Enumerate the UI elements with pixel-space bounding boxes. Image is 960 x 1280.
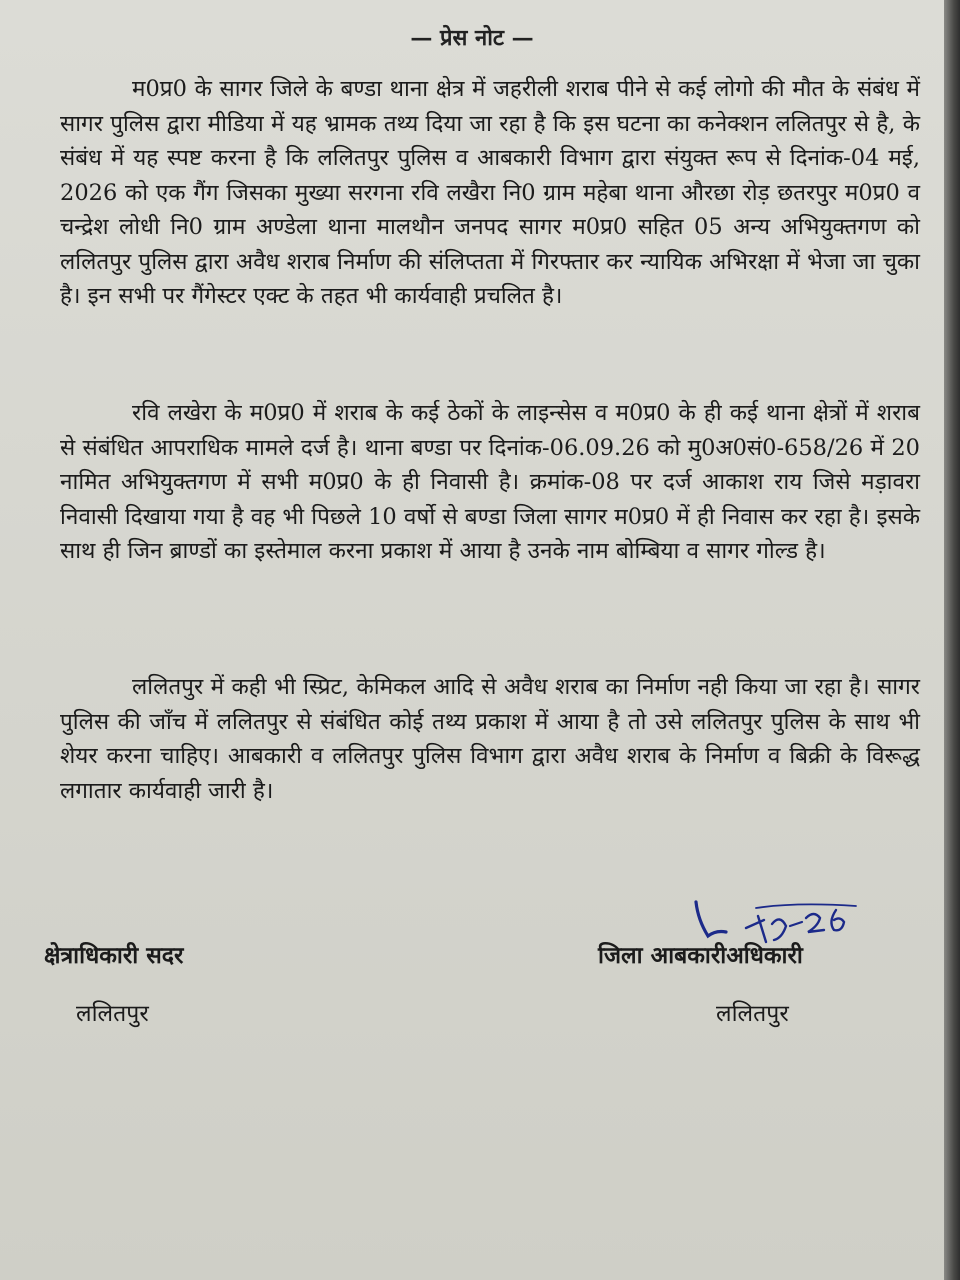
right-signatory-title: जिला आबकारीअधिकारी xyxy=(598,942,803,969)
left-signatory-place: ललितपुर xyxy=(76,1001,149,1027)
paragraph-2: रवि लखेरा के म0प्र0 में शराब के कई ठेकों के लाइन्सेस व म0प्र0 के ही कई थाना क्षेत्रों में शराब से संबंधित आपराधिक मामले दर्ज है। थाना बण्डा पर दिनांक-06.09.26 को मु0अ0सं0-658/26 में 20 नामित अभियुक्तगण में सभी म0प्र0 के ही निवासी है। क्रमांक-08 पर दर्ज आकाश राय जिसे मड़ावरा निवासी दिखाया गया है वह भी पिछले 10 वर्षो से बण्डा जिला सागर म0प्र0 में ही निवास कर रहा है। इसके साथ ही जिन ब्राण्डों का इस्तेमाल करना प्रकाश में आया है उनके नाम बोम्बिया व सागर गोल्ड है। xyxy=(60,400,920,564)
paragraph-3: ललितपुर में कही भी स्प्रिट, केमिकल आदि से अवैध शराब का निर्माण नही किया जा रहा है। सागर पुलिस की जाँच में ललितपुर से संबंधित कोई तथ्य प्रकाश में आया है तो उसे ललितपुर पुलिस के साथ भी शेयर करना चाहिए। आबकारी व ललितपुर पुलिस विभाग द्वारा अवैध शराब के निर्माण व बिक्री के विरूद्ध लगातार कार्यवाही जारी है। xyxy=(60,674,920,804)
left-signatory-title: क्षेत्राधिकारी सदर xyxy=(44,942,184,969)
right-signatory-place: ललितपुर xyxy=(716,1001,789,1027)
paragraph-1: म0प्र0 के सागर जिले के बण्डा थाना क्षेत्र में जहरीली शराब पीने से कई लोगो की मौत के संबंध में सागर पुलिस द्वारा मीडिया में यह भ्रामक तथ्य दिया जा रहा है कि इस घटना का कनेक्शन ललितपुर से है, के संबंध में यह स्पष्ट करना है कि ललितपुर पुलिस व आबकारी विभाग द्वारा संयुक्त रूप से दिनांक-04 मई, 2026 को एक गैंग जिसका मुख्या सरगना रवि लखैरा नि0 ग्राम महेबा थाना औरछा रोड़ छतरपुर म0प्र0 व चन्द्रेश लोधी नि0 ग्राम अण्डेला थाना मालथौन जनपद सागर म0प्र0 सहित 05 अन्य अभियुक्तगण को ललितपुर पुलिस द्वारा अवैध शराब निर्माण की संलिप्तता में गिरफ्तार कर न्यायिक अभिरक्षा में भेजा जा चुका है। इन सभी पर गैंगेस्टर एक्ट के तहत भी कार्यवाही प्रचलित है। xyxy=(60,76,920,309)
photo-background-edge xyxy=(944,0,960,1280)
document-title: — प्रेस नोट — xyxy=(410,25,534,51)
